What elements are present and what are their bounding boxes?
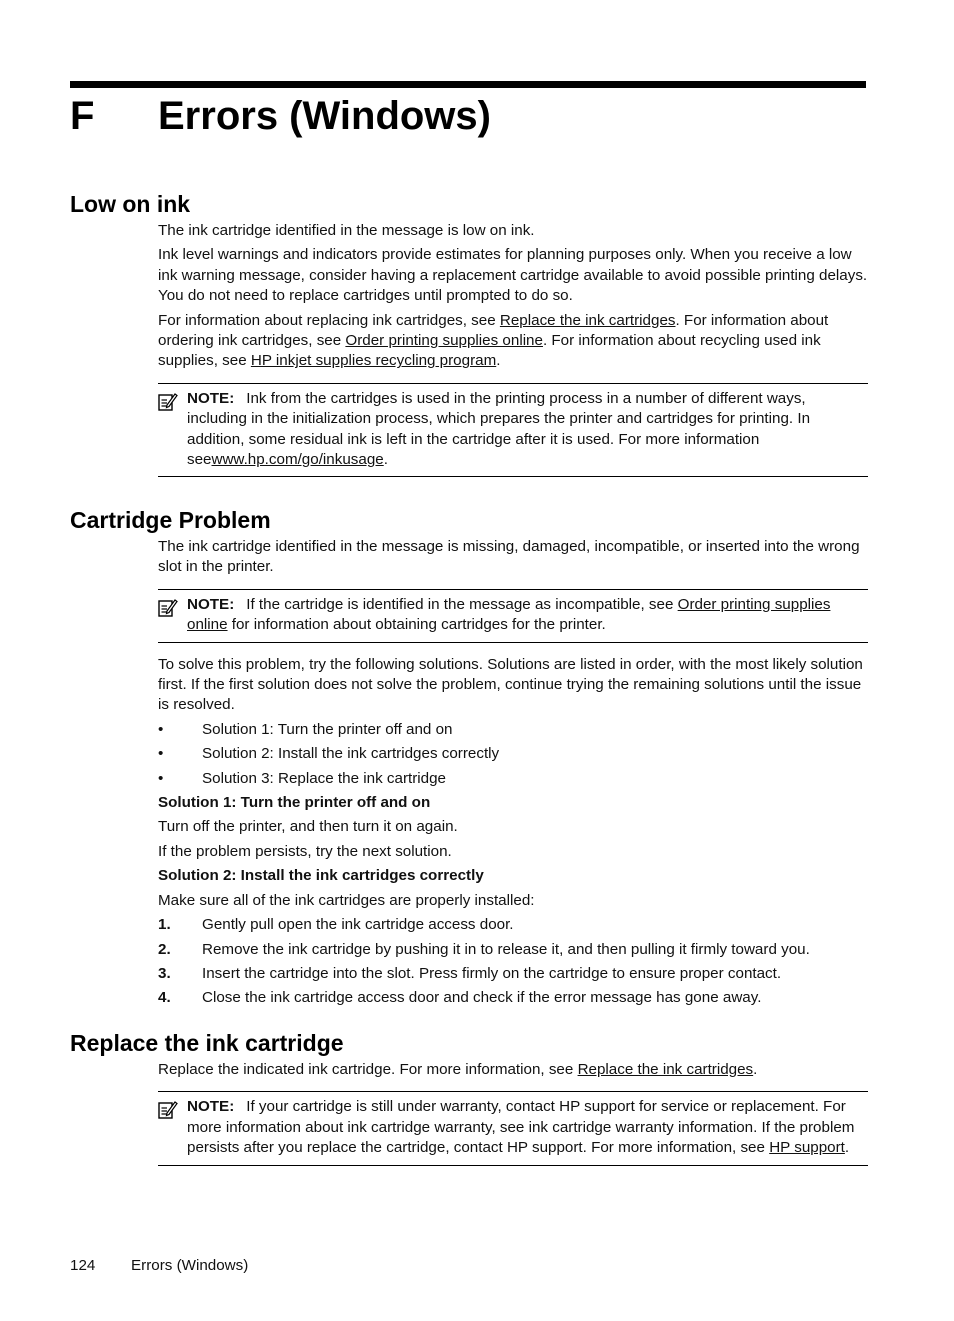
paragraph: Ink level warnings and indicators provide estimates for planning purposes only. When you receive a low ink warning message, consider having a replacement cartridge available to avoid possible printing delays. You do not need to replace cartridges until prompted to do so.	[158, 246, 868, 305]
paragraph: If the problem persists, try the next solution.	[158, 842, 452, 860]
list-item-text: Solution 2: Install the ink cartridges correctly	[202, 745, 500, 763]
link-order-printing-supplies[interactable]: Order printing supplies online	[345, 332, 543, 350]
list-item-text: Insert the cartridge into the slot. Press firmly on the cartridge to ensure proper contact.	[202, 964, 782, 982]
list-item	[158, 915, 868, 935]
low-on-ink-body	[158, 221, 868, 477]
link-hp-support[interactable]: HP support	[769, 1139, 845, 1157]
replace-body	[158, 1060, 868, 1166]
note-pencil-icon	[158, 392, 178, 412]
chapter-letter: F	[70, 94, 95, 138]
note-pencil-icon	[158, 598, 178, 618]
paragraph	[158, 311, 868, 372]
heading-replace-ink-cartridge: Replace the ink cartridge	[70, 1030, 344, 1056]
solution-2-heading: Solution 2: Install the ink cartridges correctly	[158, 867, 484, 885]
step-number: 2.	[158, 940, 171, 958]
note-label: NOTE:	[187, 595, 235, 613]
heading-cartridge-problem: Cartridge Problem	[70, 507, 271, 533]
note-text: Ink from the cartridges is used in the printing process in a number of different ways, including in the initialization process, which prepares the printer and cartridges for printing. In addition, some residual ink is left in the cartridge after it is used. For more information see	[187, 389, 811, 469]
list-item	[158, 769, 868, 789]
link-replace-ink-cartridges[interactable]: Replace the ink cartridges	[499, 311, 676, 329]
section-low-on-ink	[70, 189, 870, 489]
page-number: 124	[70, 1257, 96, 1274]
note-text: If the cartridge is identified in the message as incompatible, see	[246, 595, 678, 613]
steps-list	[158, 915, 868, 1009]
list-item-text: Solution 3: Replace the ink cartridge	[202, 769, 446, 787]
note-box	[158, 1091, 868, 1165]
list-item-text: Gently pull open the ink cartridge access door.	[202, 916, 514, 934]
text: .	[383, 451, 388, 469]
page-footer	[70, 1256, 248, 1276]
chapter-rule	[70, 81, 866, 88]
chapter-title	[70, 88, 491, 144]
note-text: If your cartridge is still under warranty, contact HP support for service or replacement. For more information about ink cartridge warranty, see ink cartridge warranty information. If the problem persists after you replace the cartridge, contact HP support. For more information, see	[187, 1098, 855, 1157]
paragraph: The ink cartridge identified in the message is missing, damaged, incompatible, or inserted into the wrong slot in the printer.	[158, 538, 860, 576]
link-replace-ink-cartridges[interactable]: Replace the ink cartridges	[577, 1061, 754, 1078]
text: For information about replacing ink cartridges, see	[158, 311, 500, 329]
list-item-text: Remove the ink cartridge by pushing it in to release it, and then pulling it firmly toward you.	[202, 940, 810, 958]
paragraph: The ink cartridge identified in the message is low on ink.	[158, 222, 535, 239]
list-item-text: Solution 1: Turn the printer off and on	[202, 720, 453, 738]
step-number: 4.	[158, 989, 171, 1007]
note-pencil-icon	[158, 1100, 178, 1120]
paragraph: To solve this problem, try the following solutions. Solutions are listed in order, with the most likely solution first. If the first solution does not solve the problem, continue trying the remaining solutions until the issue is resolved.	[158, 655, 863, 714]
solutions-list	[158, 720, 868, 789]
step-number: 3.	[158, 964, 171, 982]
link-hp-recycling-program[interactable]: HP inkjet supplies recycling program	[250, 352, 497, 370]
note-box	[158, 383, 868, 478]
list-item	[158, 720, 868, 740]
chapter-title-text: Errors (Windows)	[158, 94, 491, 138]
footer-title: Errors (Windows)	[131, 1257, 249, 1274]
text: Replace the indicated ink cartridge. For more information, see	[158, 1061, 578, 1078]
step-number: 1.	[158, 916, 171, 934]
link-inkusage[interactable]: www.hp.com/go/inkusage	[211, 451, 384, 469]
list-item	[158, 744, 868, 764]
paragraph	[158, 1060, 868, 1080]
bullet: •	[158, 720, 164, 738]
text: . For information about ordering ink cartridges, see	[158, 311, 829, 350]
paragraph: Make sure all of the ink cartridges are properly installed:	[158, 891, 535, 909]
section-replace-ink-cartridge	[70, 1028, 870, 1178]
text: .	[753, 1061, 758, 1078]
text: . For information about recycling used ink supplies, see	[158, 332, 821, 370]
text: .	[496, 352, 501, 370]
list-item	[158, 940, 868, 960]
list-item	[158, 988, 868, 1008]
note-box	[158, 589, 868, 643]
paragraph: Turn off the printer, and then turn it on again.	[158, 818, 458, 836]
note-label: NOTE:	[187, 389, 235, 407]
text: .	[844, 1139, 850, 1157]
note-label: NOTE:	[187, 1098, 235, 1116]
note-text: for information about obtaining cartridges for the printer.	[227, 616, 606, 634]
bullet: •	[158, 745, 164, 763]
bullet: •	[158, 769, 164, 787]
link-order-printing-supplies[interactable]: Order printing supplies online	[187, 595, 831, 634]
section-cartridge-problem	[70, 505, 870, 1013]
heading-low-on-ink: Low on ink	[70, 191, 191, 217]
cartridge-problem-body	[158, 537, 868, 1009]
list-item	[158, 964, 868, 984]
list-item-text: Close the ink cartridge access door and check if the error message has gone away.	[202, 989, 762, 1007]
solution-1-heading: Solution 1: Turn the printer off and on	[158, 794, 431, 812]
